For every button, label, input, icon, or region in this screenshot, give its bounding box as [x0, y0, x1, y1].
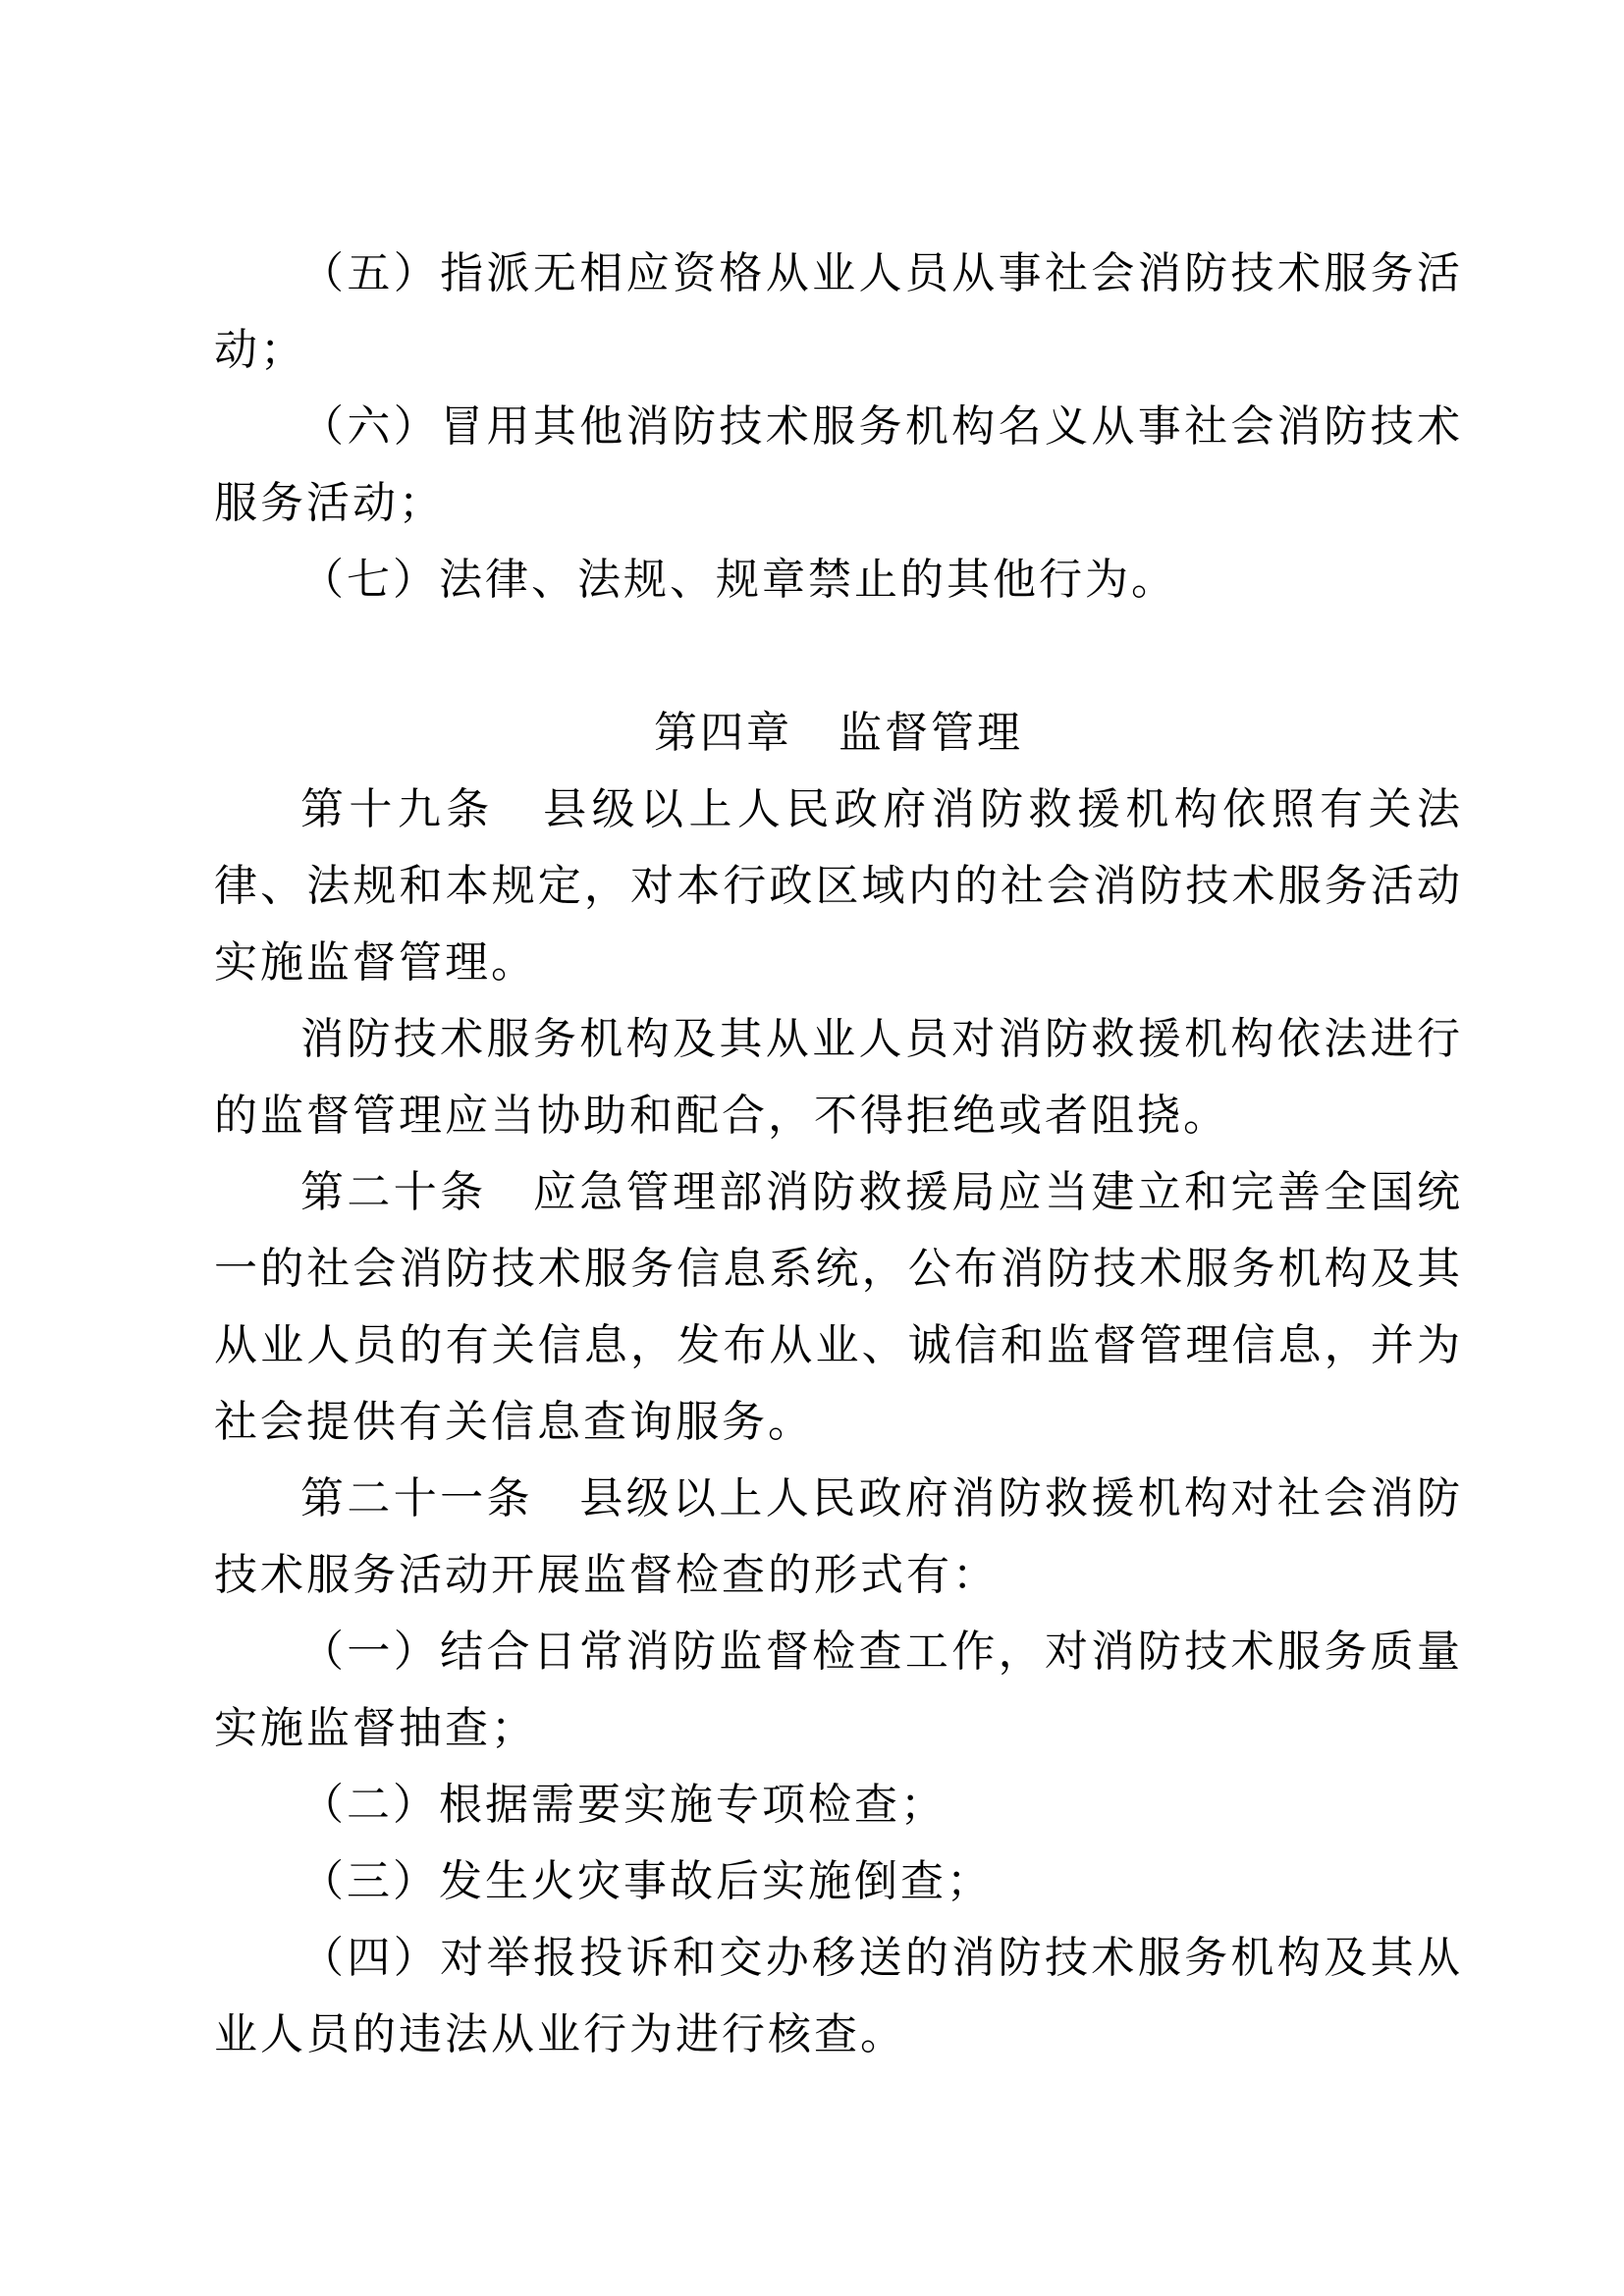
list-item: （四）对举报投诉和交办移送的消防技术服务机构及其从业人员的违法从业行为进行核查。: [214, 1934, 1463, 2058]
article: 第二十一条 县级以上人民政府消防救援机构对社会消防技术服务活动开展监督检查的形式有：: [214, 1474, 1463, 1599]
list-item: （一）结合日常消防监督检查工作，对消防技术服务质量实施监督抽查；: [214, 1628, 1463, 1752]
list-item: （七）法律、法规、规章禁止的其他行为。: [300, 556, 1177, 604]
list-item: （三）发生火灾事故后实施倒查；: [300, 1857, 993, 1905]
list-item: （六）冒用其他消防技术服务机构名义从事社会消防技术服务活动；: [214, 402, 1463, 527]
list-item: （五）指派无相应资格从业人员从事社会消防技术服务活动；: [214, 249, 1463, 374]
chapter-heading: 第四章 监督管理: [654, 709, 1023, 757]
list-item: （二）根据需要实施专项检查；: [300, 1781, 947, 1829]
article: 第二十条 应急管理部消防救援局应当建立和完善全国统一的社会消防技术服务信息系统，公布消防技术服务机构及其从业人员的有关信息，发布从业、诚信和监督管理信息，并为社会提供有关信息查询服务。: [214, 1168, 1463, 1446]
document-body: [214, 236, 1463, 2073]
article: 第十九条 县级以上人民政府消防救援机构依照有关法律、法规和本规定，对本行政区域内的社会消防技术服务活动实施监督管理。: [214, 785, 1463, 987]
paragraph: 消防技术服务机构及其从业人员对消防救援机构依法进行的监督管理应当协助和配合，不得拒绝或者阻挠。: [214, 1015, 1463, 1140]
